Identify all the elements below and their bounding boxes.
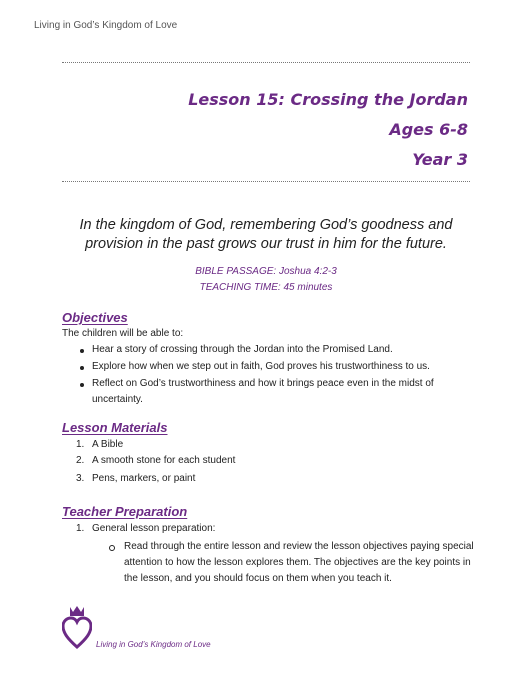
top-divider: [62, 62, 470, 63]
material-item: Pens, markers, or paint: [92, 473, 196, 484]
objective-item: Hear a story of crossing through the Jordan into the Promised Land.: [92, 344, 393, 355]
preparation-detail-line: the lesson, and you should focus on them when you teach it.: [124, 573, 392, 584]
footer-title: Living in God’s Kingdom of Love: [96, 640, 211, 649]
preparation-detail-line: attention to how the lesson explores them. The objectives are the key points in: [124, 557, 471, 568]
materials-heading: Lesson Materials: [62, 420, 168, 435]
material-item: A Bible: [92, 439, 124, 450]
tagline-line: provision in the past grows our trust in him for the future.: [85, 236, 447, 252]
objectives-heading: Objectives: [62, 310, 128, 325]
bible-passage: BIBLE PASSAGE: Joshua 4:2-3: [195, 266, 337, 277]
title-divider: [62, 181, 470, 182]
preparation-detail-line: Read through the entire lesson and review the lesson objectives paying special: [124, 541, 474, 552]
age-range: Ages 6-8: [389, 120, 468, 139]
list-number: 1.: [76, 439, 85, 450]
preparation-item: General lesson preparation:: [92, 523, 216, 534]
preparation-heading: Teacher Preparation: [62, 504, 188, 519]
bullet-dot: [80, 349, 84, 353]
running-header: Living in God’s Kingdom of Love: [34, 20, 178, 31]
material-item: A smooth stone for each student: [92, 455, 236, 466]
tagline-line: In the kingdom of God, remembering God’s goodness and: [79, 217, 453, 233]
teaching-time: TEACHING TIME: 45 minutes: [199, 282, 333, 293]
objective-item: Explore how when we step out in faith, God proves his trustworthiness to us.: [92, 361, 430, 372]
objective-item: Reflect on God’s trustworthiness and how it brings peace even in the midst of: [92, 378, 434, 389]
year-label: Year 3: [412, 150, 468, 169]
objectives-intro: The children will be able to:: [62, 328, 184, 339]
lesson-title: Lesson 15: Crossing the Jordan: [188, 90, 468, 109]
list-number: 1.: [76, 523, 85, 534]
list-number: 2.: [76, 455, 85, 466]
objective-item-continued: uncertainty.: [92, 394, 143, 405]
bullet-dot: [80, 383, 84, 387]
tagline: [62, 216, 470, 254]
bullet-dot: [80, 366, 84, 370]
crown-heart-icon: [62, 603, 92, 654]
list-number: 3.: [76, 473, 85, 484]
circle-bullet: [109, 545, 115, 551]
